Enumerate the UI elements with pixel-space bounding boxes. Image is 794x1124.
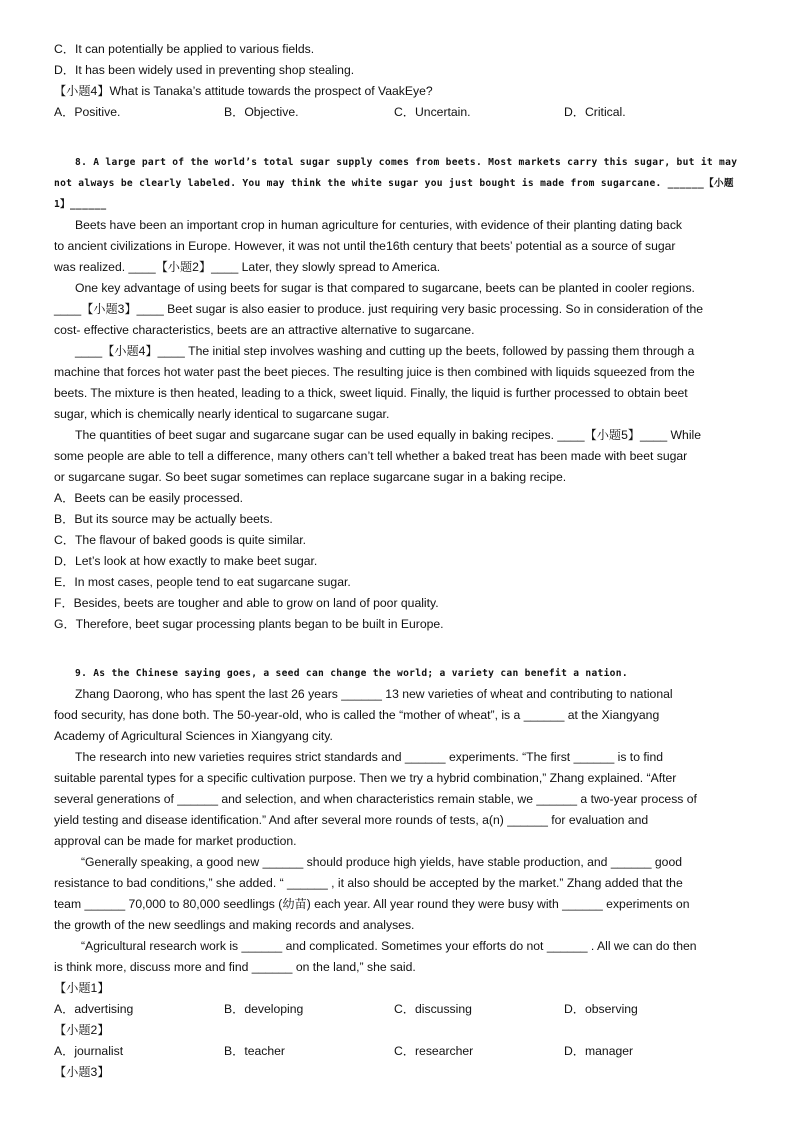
section8-option-d: D．Let’s look at how exactly to make beet sugar. (54, 554, 318, 568)
s9-q1-option-d: D．observing (564, 1002, 638, 1016)
section9-p1-line2: food security, has done both. The 50-year-old, who is called the “mother of wheat”, is a ______ at the Xiangyang (54, 708, 660, 722)
section8-option-e: E．In most cases, people tend to eat sugarcane sugar. (54, 575, 351, 589)
section9-q3-label: 【小题3】 (54, 1065, 110, 1079)
section8-p4-line1: The quantities of beet sugar and sugarcane sugar can be used equally in baking recipes. ____【小题5】____ While (75, 428, 702, 442)
section9-p2-line1: The research into new varieties requires strict standards and ______ experiments. “The first ______ is to find (75, 750, 664, 764)
section9-p2-line4: yield testing and disease identification.” And after several more rounds of tests, a(n) ______ for evaluation and (54, 813, 649, 827)
s9-q2-option-b: B．teacher (224, 1044, 285, 1058)
section8-p3-line3: beets. The mixture is then heated, leading to a thick, sweet liquid. Finally, the liquid is further processed to obtain beet (54, 386, 688, 400)
section8-intro-line1: 8. A large part of the world’s total sugar supply comes from beets. Most markets carry this sugar, but it may (75, 157, 738, 168)
section8-p3-line1: ____【小题4】____ The initial step involves washing and cutting up the beets, followed by passing them through a (75, 344, 695, 358)
s9-q1-option-c: C．discussing (394, 1002, 472, 1016)
section8-p4-line2: some people are able to tell a difference, many others can’t tell whether a baked treat has been made with beet sugar (54, 449, 688, 463)
section9-p3-line1: “Generally speaking, a good new ______ should produce high yields, have stable production, and ______ good (81, 855, 683, 869)
question-4: 【小题4】What is Tanaka’s attitude towards the prospect of VaakEye? (54, 84, 433, 98)
q4-option-b: B．Objective. (224, 105, 299, 119)
section9-p3-line2: resistance to bad conditions,” she added. “ ______ , it also should be accepted by the market.” Zhang added that the (54, 876, 683, 890)
section8-p2-line3: cost- effective characteristics, beets are an attractive alternative to sugarcane. (54, 323, 475, 337)
section9-p4-line2: is think more, discuss more and find ______ on the land,” she said. (54, 960, 416, 974)
section8-p1-line2: to ancient civilizations in Europe. However, it was not until the16th century that beets’ potential as a source of sugar (54, 239, 676, 253)
section8-intro-line2: not always be clearly labeled. You may think the white sugar you just bought is made from sugarcane. ______【小题 (54, 178, 734, 189)
option-c: C．It can potentially be applied to various fields. (54, 42, 315, 56)
section9-p4-line1: “Agricultural research work is ______ and complicated. Sometimes your efforts do not ______ . All we can do then (81, 939, 697, 953)
section8-p3-line2: machine that forces hot water past the beet pieces. The resulting juice is then combined with liquids squeezed from the (54, 365, 695, 379)
section8-p1-line3: was realized. ____【小题2】____ Later, they slowly spread to America. (54, 260, 441, 274)
section9-q2-label: 【小题2】 (54, 1023, 110, 1037)
section9-p2-line2: suitable parental types for a specific cultivation purpose. Then we try a hybrid combination,” Zhang explained. “After (54, 771, 677, 785)
section8-p1-line1: Beets have been an important crop in human agriculture for centuries, with evidence of their planting dating back (75, 218, 683, 232)
section9-p2-line3: several generations of ______ and selection, and when characteristics remain stable, we ______ a two-year process of (54, 792, 697, 806)
section9-q1-label: 【小题1】 (54, 981, 110, 995)
section9-intro: 9. As the Chinese saying goes, a seed can change the world; a variety can benefit a nation. (75, 668, 628, 679)
section8-p2-line1: One key advantage of using beets for sugar is that compared to sugarcane, beets can be planted in cooler regions. (75, 281, 695, 295)
section8-option-c: C．The flavour of baked goods is quite similar. (54, 533, 306, 547)
section8-p4-line3: or sugarcane sugar. So beet sugar sometimes can replace sugarcane sugar in a baking recipe. (54, 470, 567, 484)
s9-q1-option-a: A．advertising (54, 1002, 134, 1016)
s9-q2-option-a: A．journalist (54, 1044, 124, 1058)
section9-p1-line1: Zhang Daorong, who has spent the last 26 years ______ 13 new varieties of wheat and contributing to national (75, 687, 673, 701)
section8-option-g: G．Therefore, beet sugar processing plants began to be built in Europe. (54, 617, 444, 631)
s9-q2-option-d: D．manager (564, 1044, 634, 1058)
section9-p3-line3: team ______ 70,000 to 80,000 seedlings (幼苗) each year. All year round they were busy with ______ experiments on (54, 897, 690, 911)
option-d: D．It has been widely used in preventing shop stealing. (54, 63, 355, 77)
s9-q1-option-b: B．developing (224, 1002, 304, 1016)
section8-p2-line2: ____【小题3】____ Beet sugar is also easier to produce. just requiring very basic processing. So in consideration of the (54, 302, 704, 316)
q4-option-a: A．Positive. (54, 105, 121, 119)
section9-p3-line4: the growth of the new seedlings and making records and analyses. (54, 918, 415, 932)
section8-intro-line3: 1】______ (54, 199, 107, 210)
q4-option-c: C．Uncertain. (394, 105, 471, 119)
section8-option-a: A．Beets can be easily processed. (54, 491, 244, 505)
section9-p2-line5: approval can be made for market production. (54, 834, 297, 848)
section9-p1-line3: Academy of Agricultural Sciences in Xiangyang city. (54, 729, 333, 743)
s9-q2-option-c: C．researcher (394, 1044, 474, 1058)
q4-option-d: D．Critical. (564, 105, 626, 119)
section8-p3-line4: sugar, which is chemically nearly identical to sugarcane sugar. (54, 407, 390, 421)
section8-option-f: F．Besides, beets are tougher and able to grow on land of poor quality. (54, 596, 439, 610)
section8-option-b: B．But its source may be actually beets. (54, 512, 273, 526)
